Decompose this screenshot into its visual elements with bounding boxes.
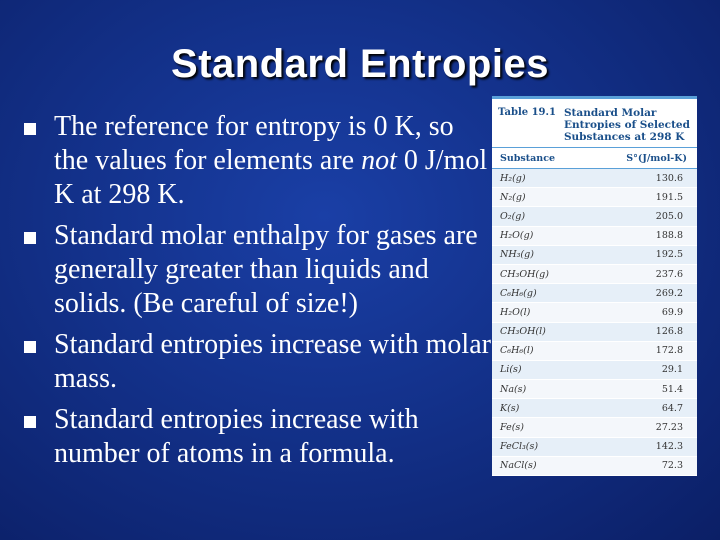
entropy-value-cell: 29.1 xyxy=(661,364,683,376)
bullet-item xyxy=(22,110,492,212)
entropy-value-cell: 142.3 xyxy=(655,441,683,453)
entropy-value-cell: 72.3 xyxy=(661,460,683,472)
column-header-value: S°(J/mol-K) xyxy=(626,152,687,164)
table-row xyxy=(492,438,697,457)
substance-cell: C₆H₆(l) xyxy=(500,345,534,357)
table-row xyxy=(492,361,697,380)
table-row xyxy=(492,188,697,207)
substance-cell: Fe(s) xyxy=(500,422,524,434)
bullet-item xyxy=(22,219,492,321)
table-column-headers xyxy=(492,147,697,169)
entropy-value-cell: 191.5 xyxy=(655,191,683,203)
bullet-text: The reference for entropy is 0 K, so the values for elements are not 0 J/mol K at 298 K. xyxy=(54,111,488,210)
table-row xyxy=(492,342,697,361)
table-caption: Standard Molar Entropies of Selected Substances at 298 K xyxy=(563,107,690,143)
substance-cell: N₂(g) xyxy=(500,191,526,203)
table-row xyxy=(492,265,697,284)
entropy-value-cell: 130.6 xyxy=(655,172,683,184)
column-header-substance: Substance xyxy=(500,152,556,164)
entropy-value-cell: 126.8 xyxy=(655,326,683,338)
table-body xyxy=(492,169,697,476)
table-row xyxy=(492,284,697,303)
entropy-value-cell: 172.8 xyxy=(655,345,683,357)
substance-cell: Li(s) xyxy=(500,364,522,376)
square-bullet-icon xyxy=(24,416,36,428)
substance-cell: H₂O(g) xyxy=(500,230,534,242)
square-bullet-icon xyxy=(24,232,36,244)
entropy-table xyxy=(492,96,697,472)
entropy-value-cell: 188.8 xyxy=(655,230,683,242)
square-bullet-icon xyxy=(24,123,36,135)
bullet-item xyxy=(22,403,492,471)
entropy-value-cell: 27.23 xyxy=(655,422,683,434)
substance-cell: K(s) xyxy=(500,402,520,414)
bullet-list xyxy=(22,110,492,478)
bullet-text: Standard entropies increase with molar mass. xyxy=(54,329,491,394)
substance-cell: H₂O(l) xyxy=(500,306,531,318)
substance-cell: NaCl(s) xyxy=(500,460,537,472)
substance-cell: CH₃OH(g) xyxy=(500,268,549,280)
entropy-value-cell: 64.7 xyxy=(661,402,683,414)
table-row xyxy=(492,227,697,246)
table-row xyxy=(492,418,697,437)
bullet-item xyxy=(22,328,492,396)
table-row xyxy=(492,380,697,399)
entropy-value-cell: 269.2 xyxy=(655,287,683,299)
table-row xyxy=(492,246,697,265)
table-row xyxy=(492,207,697,226)
table-row xyxy=(492,323,697,342)
bullet-text: Standard entropies increase with number of atoms in a formula. xyxy=(54,404,419,469)
substance-cell: CH₃OH(l) xyxy=(500,326,546,338)
table-header xyxy=(492,99,697,143)
entropy-value-cell: 237.6 xyxy=(655,268,683,280)
slide-title: Standard Entropies xyxy=(171,42,549,86)
substance-cell: FeCl₃(s) xyxy=(500,441,539,453)
table-row xyxy=(492,399,697,418)
entropy-value-cell: 69.9 xyxy=(661,306,683,318)
bullet-text: Standard molar enthalpy for gases are generally greater than liquids and solids. (Be careful of size!) xyxy=(54,220,478,319)
table-row xyxy=(492,169,697,188)
substance-cell: NH₃(g) xyxy=(500,249,534,261)
substance-cell: O₂(g) xyxy=(500,210,526,222)
square-bullet-icon xyxy=(24,341,36,353)
entropy-value-cell: 51.4 xyxy=(661,383,683,395)
substance-cell: H₂(g) xyxy=(500,172,526,184)
entropy-value-cell: 205.0 xyxy=(655,210,683,222)
substance-cell: Na(s) xyxy=(500,383,527,395)
substance-cell: C₆H₆(g) xyxy=(500,287,537,299)
table-row xyxy=(492,457,697,476)
table-label: Table 19.1 xyxy=(498,107,556,118)
table-row xyxy=(492,303,697,322)
entropy-value-cell: 192.5 xyxy=(655,249,683,261)
